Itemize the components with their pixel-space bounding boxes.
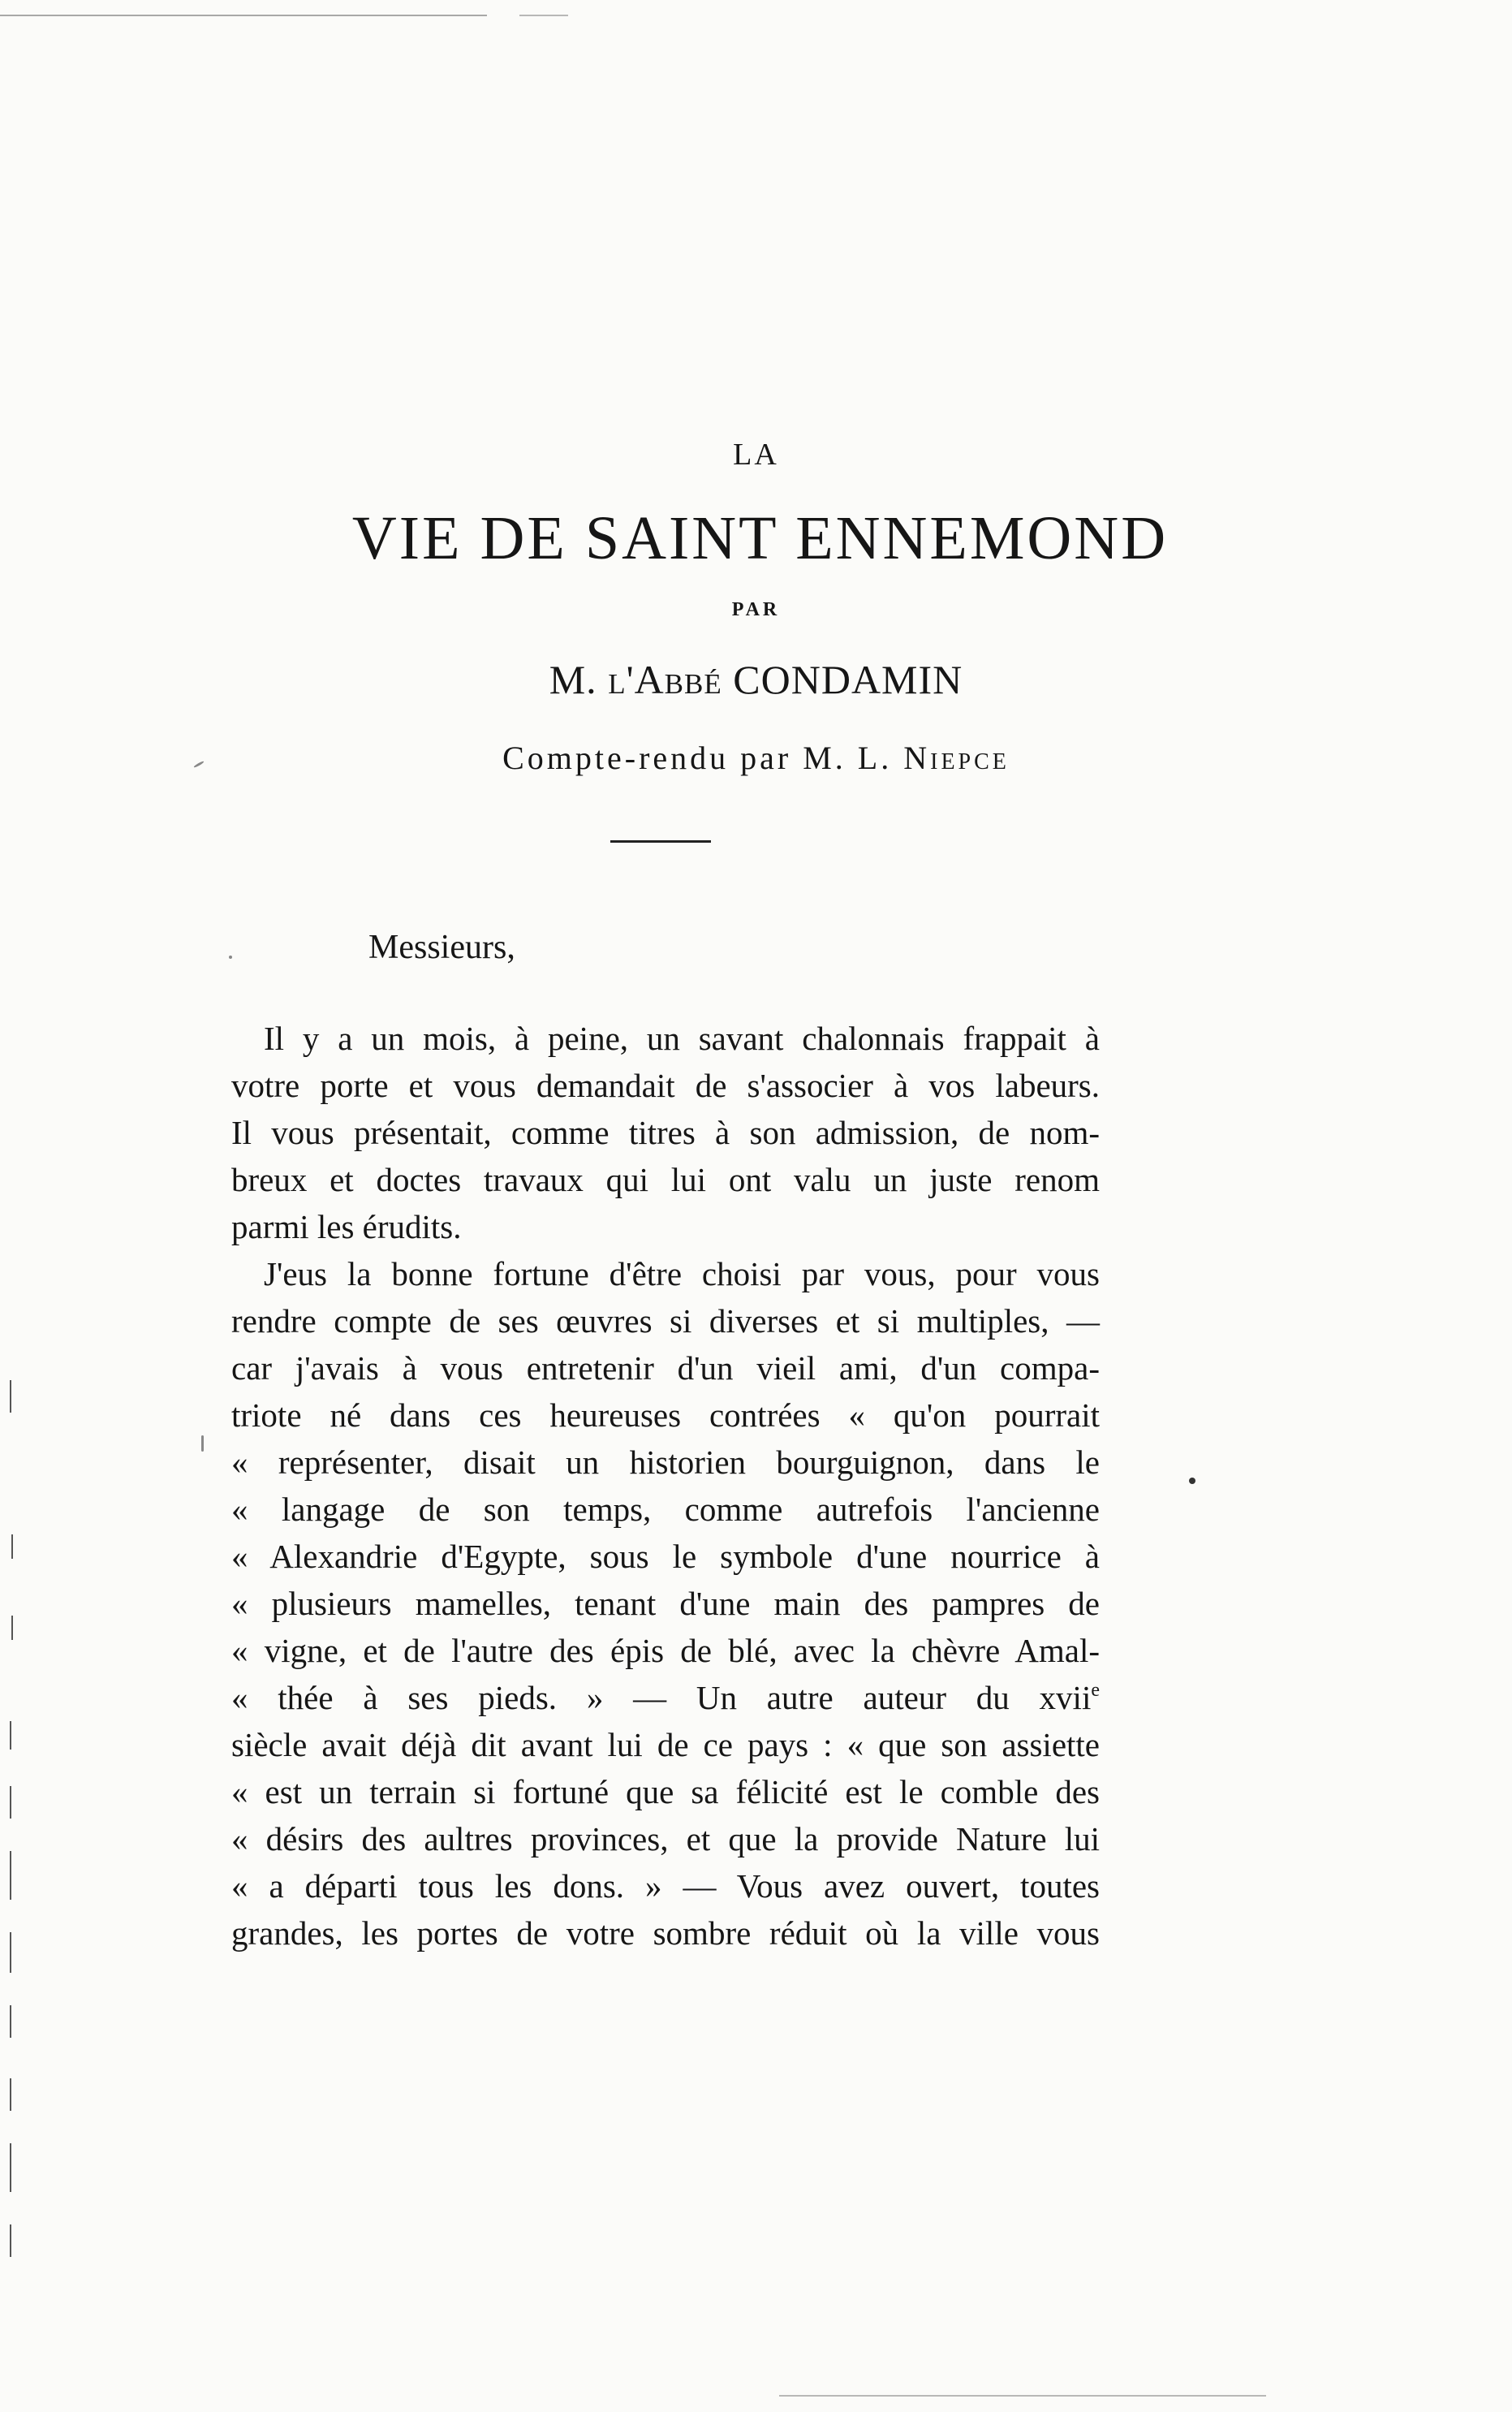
margin-mark bbox=[10, 1380, 11, 1413]
author-name: CONDAMIN bbox=[722, 657, 963, 702]
review-name: Niepce bbox=[903, 740, 1010, 776]
margin-mark bbox=[10, 2224, 11, 2257]
scan-speck bbox=[229, 956, 232, 959]
title-par: PAR bbox=[731, 599, 781, 620]
margin-mark bbox=[10, 2143, 11, 2192]
margin-mark bbox=[10, 2078, 11, 2111]
margin-mark bbox=[11, 1534, 13, 1559]
scan-edge-line bbox=[0, 15, 487, 16]
title-article: LA bbox=[733, 438, 779, 472]
text-line: rendre compte de ses œuvres si diverses et si multiples, — bbox=[231, 1302, 1100, 1340]
text-line: J'eus la bonne fortune d'être choisi par vous, pour vous bbox=[264, 1255, 1100, 1292]
margin-mark bbox=[10, 1851, 11, 1900]
text-line: « est un terrain si fortuné que sa félicité est le comble des bbox=[231, 1773, 1100, 1810]
margin-mark bbox=[10, 1932, 11, 1973]
text-line: Il vous présentait, comme titres à son admission, de nom- bbox=[231, 1114, 1100, 1151]
text-line: votre porte et vous demandait de s'associer à vos labeurs. bbox=[231, 1067, 1100, 1104]
text-line: « vigne, et de l'autre des épis de blé, avec la chèvre Amal- bbox=[231, 1632, 1100, 1669]
text-line-body: « thée à ses pieds. » — Un autre auteur du xvii bbox=[231, 1679, 1092, 1716]
text-line: « a départi tous les dons. » — Vous avez ouvert, toutes bbox=[231, 1867, 1100, 1905]
text-line: grandes, les portes de votre sombre réduit où la ville vous bbox=[231, 1914, 1100, 1952]
text-line: siècle avait déjà dit avant lui de ce pays : « que son assiette bbox=[231, 1726, 1100, 1763]
margin-mark bbox=[10, 1721, 11, 1750]
review-line bbox=[0, 739, 1512, 777]
page-title: VIE DE SAINT ENNEMOND bbox=[351, 504, 1169, 572]
superscript: e bbox=[1091, 1680, 1100, 1701]
margin-mark bbox=[10, 2005, 11, 2038]
text-line: breux et doctes travaux qui lui ont valu un juste renom bbox=[231, 1161, 1100, 1198]
author-line bbox=[0, 656, 1512, 703]
text-line: « désirs des aultres provinces, et que la provide Nature lui bbox=[231, 1820, 1100, 1858]
text-line: « Alexandrie d'Egypte, sous le symbole d'une nourrice à bbox=[231, 1538, 1100, 1575]
review-prefix: Compte-rendu par M. L. bbox=[502, 740, 904, 776]
text-line: car j'avais à vous entretenir d'un vieil ami, d'un compa- bbox=[231, 1349, 1100, 1387]
text-line: « langage de son temps, comme autrefois l'ancienne bbox=[231, 1491, 1100, 1528]
scan-speck bbox=[1189, 1478, 1195, 1484]
text-line: « plusieurs mamelles, tenant d'une main des pampres de bbox=[231, 1585, 1100, 1622]
text-line: « représenter, disait un historien bourguignon, dans le bbox=[231, 1443, 1100, 1481]
text-line: triote né dans ces heureuses contrées « qu'on pourrait bbox=[231, 1396, 1100, 1434]
margin-mark bbox=[11, 1616, 13, 1640]
header-rule bbox=[610, 840, 711, 843]
text-line bbox=[231, 1678, 1100, 1717]
scan-edge-line bbox=[519, 15, 568, 16]
salutation: Messieurs, bbox=[368, 929, 515, 966]
scan-edge-line bbox=[779, 2395, 1266, 2397]
author-prefix: M. bbox=[549, 657, 609, 702]
scan-speck bbox=[201, 1435, 204, 1452]
text-line: Il y a un mois, à peine, un savant chalonnais frappait à bbox=[264, 1020, 1100, 1057]
margin-mark bbox=[10, 1786, 11, 1819]
text-line: parmi les érudits. bbox=[231, 1208, 462, 1245]
author-title: l'Abbé bbox=[608, 657, 722, 702]
